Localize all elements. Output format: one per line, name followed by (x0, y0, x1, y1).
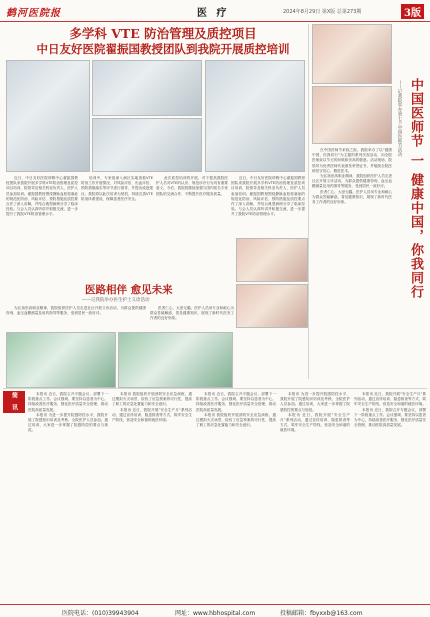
section-title: 医 疗 (197, 8, 230, 19)
side-article-text: 在中国医师节来临之际，我院举办了以“健康中国，你我同行”为主题的系列庆祝活动，向全院医师致以节日的问候和崇高的敬意。活动现场，院领导为优秀医师代表颁发荣誉证书，并勉励全院医师坚守初心、精进医术。 为弘扬崇高职业精神，我院组织医护人员走进社区开展义诊活动，为群众提供健康咨询、血压血糖测量及用药指导等服务，受到居民一致好评。 医者仁心，大爱无疆。医护人员用专业和耐心为群众答疑解惑，普及健康知识，展现了新时代医务工作者的良好形象。 (312, 148, 392, 205)
middle-headline: 医路相伴 愈见未来 (85, 284, 173, 296)
brief-column-4: 本报讯 为进一步提升院感防控水平，我院开展了院感知识培训及考核，全院医护人员参加。通过培训，大家进一步掌握了院感防控的要点与规范。 本报讯 近日，我院开展“安全生产月”系列活动，通过宣传培训、隐患排查等方式，筑牢安全生产防线，营造安全和谐的就医环境。 (280, 392, 350, 433)
brief-column-1: 本报讯 近日，我院召开专题会议，部署下一阶段重点工作。会议强调，要坚持以患者为中心，持续改善医疗服务，强化医疗质量安全管理，推动医院高质量发展。 本报讯 为进一步提升院感防控水平，我院开展了院感知识培训及考核，全院医护人员参加。通过培训，大家进一步掌握了院感防控的要点与规范。 (28, 392, 108, 433)
photo-training-lecture (6, 60, 90, 172)
photo-clinic-activity (236, 238, 308, 282)
main-subheadline: 中日友好医院翟振国教授团队到我院开展质控培训 (36, 42, 290, 56)
brief-news-label: 简 讯 (3, 391, 25, 413)
photo-group-banner (6, 332, 116, 388)
brief-column-3: 本报讯 近日，我院召开专题会议，部署下一阶段重点工作。会议强调，要坚持以患者为中心，持续改善医疗服务，强化医疗质量安全管理，推动医院高质量发展。 本报讯 我院组织开展消防安全应急演练，通过模拟火灾场景，检验了应急预案的可行性，提高了职工的应急处置能力和安全意识。 (196, 392, 276, 428)
issue-meta: 2024年8月29日 第X版 总第273期 (283, 9, 362, 15)
footer-phone: 医院电话：(010)39943904 (62, 610, 139, 617)
footer-email: 投稿邮箱：fbyxxb@163.com (280, 610, 363, 617)
page-number: 3版 (401, 4, 424, 19)
photo-free-clinic (118, 332, 233, 388)
footer-website: 网址：www.hbhospital.com (175, 610, 256, 617)
brief-column-5: 本报讯 近日，我院开展“安全生产月”系列活动，通过宣传培训、隐患排查等方式，筑牢安全生产防线，营造安全和谐的就医环境。 本报讯 近日，我院召开专题会议，部署下一阶段重点工作。会议强调，要坚持以患者为中心，持续改善医疗服务，强化医疗质量安全管理，推动医院高质量发展。 (354, 392, 426, 428)
brief-divider (3, 388, 427, 389)
photo-volunteer-service (236, 284, 308, 328)
column-divider (308, 24, 309, 379)
photo-physician-day (312, 24, 392, 84)
page-footer (0, 604, 430, 617)
middle-article-intro: 为弘扬崇高职业精神，我院组织医护人员走进社区开展义诊活动，为群众提供健康咨询、血压血糖测量及用药指导等服务，受到居民一致好评。 (6, 306, 146, 316)
article-column-2: 培训中，专家组深入病区实地查看VTE防治工作开展情况，对风险评估、出血评估、预防措施落实等环节进行指导，并提出改进建议。我院将以此次培训为契机，持续完善VTE防治体系建设，保障患者医疗安全。 (81, 176, 153, 201)
middle-article-text: 医者仁心，大爱无疆。医护人员用专业和耐心为群众答疑解惑，普及健康知识，展现了新时代医务工作者的良好形象。 (150, 306, 234, 321)
photo-award-ceremony (312, 86, 392, 144)
main-headline: 多学科 VTE 防治管理及质控项目 (69, 26, 257, 41)
newspaper-logo: 鹤河医院报 (6, 8, 61, 19)
middle-subheadline: ——记我院举办医生护士义诊活动 (82, 298, 150, 303)
photo-group-discussion (92, 118, 202, 172)
article-column-3: 此次质控培训的开展，对于提高我院医护人员对VTE的认识、规范诊疗行为具有重要意义。今后，我院将继续加强与国内知名专家团队的交流合作，不断提升医疗服务质量。 (156, 176, 228, 196)
article-column-4: 近日，中日友好医院呼吸中心翟振国教授团队来我院开展多学科VTE防治管理及质控项目培训，院领导及相关科室负责人、医护人员参加培训。翟振国教授围绕静脉血栓栓塞症的规范化防治、风险评估、预防措施及质控要点作了深入讲解，并结合典型病例分享了临床经验。与会人员认真听讲并积极交流，进一步提升了我院VTE防治管理水平。 (231, 176, 305, 217)
brief-column-2: 本报讯 我院组织开展消防安全应急演练，通过模拟火灾场景，检验了应急预案的可行性，提高了职工的应急处置能力和安全意识。 本报讯 近日，我院开展“安全生产月”系列活动，通过宣传培训、隐患排查等方式，筑牢安全生产防线，营造安全和谐的就医环境。 (112, 392, 192, 423)
article-column-1: 近日，中日友好医院呼吸中心翟振国教授团队来我院开展多学科VTE防治管理及质控项目培训，院领导及相关科室负责人、医护人员参加培训。翟振国教授围绕静脉血栓栓塞症的规范化防治、风险评估、预防措施及质控要点作了深入讲解，并结合典型病例分享了临床经验。与会人员认真听讲并积极交流，进一步提升了我院VTE防治管理水平。 (6, 176, 78, 217)
side-headline: 中国医师节 一 健康中国，你我同行 (408, 78, 423, 300)
photo-expert-team (205, 60, 305, 172)
photo-ward-visit (92, 60, 202, 116)
side-subheadline: ——记我院举办第七个中国医师节活动 (397, 80, 402, 157)
